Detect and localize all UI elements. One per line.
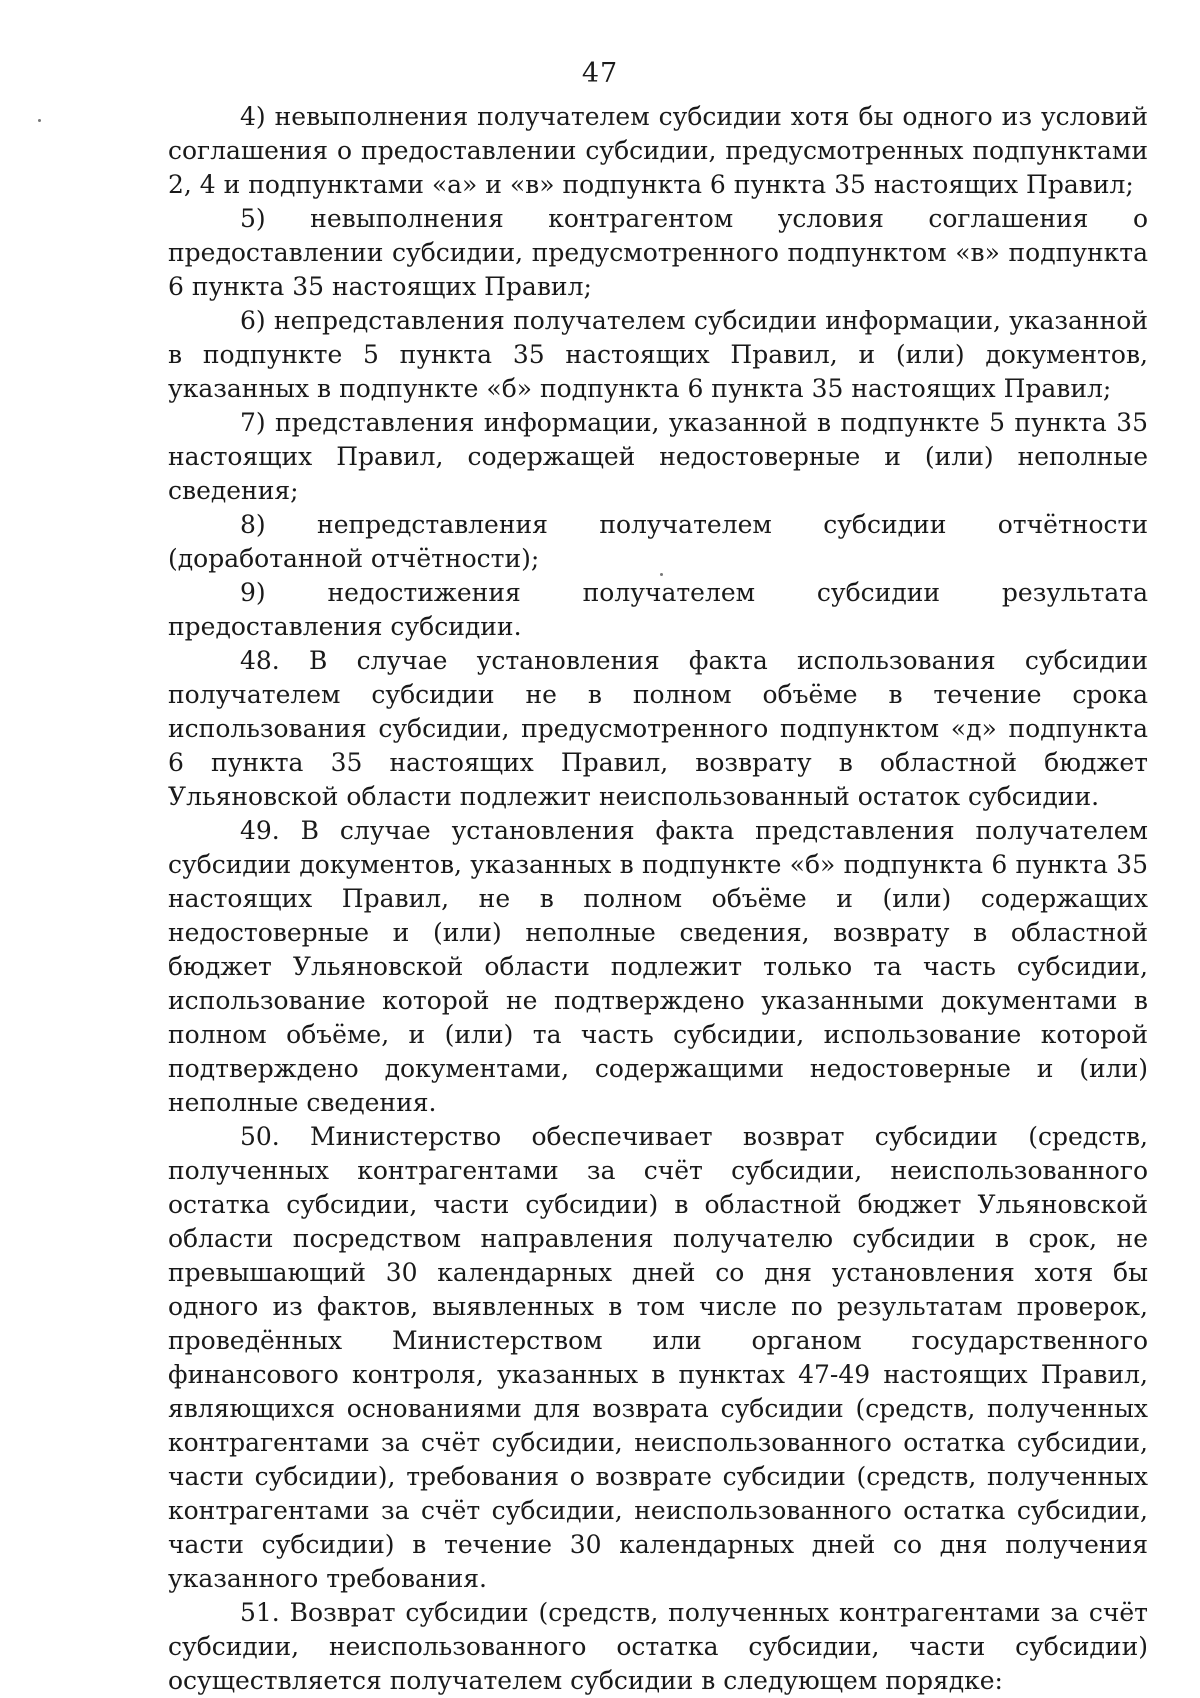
paragraph-item-4: 4) невыполнения получателем субсидии хотя бы одного из условий соглашения о предоставлении субсидии, предусмотренных подпунктами 2, 4 и подпунктами «а» и «в» подпункта 6 пункта 35 настоящих Правил; xyxy=(168,102,1148,199)
paragraph-51: 51. Возврат субсидии (средств, полученных контрагентами за счёт субсидии, неиспользованного остатка субсидии, части субсидии) осуществляется получателем субсидии в следующем порядке: xyxy=(168,1598,1148,1695)
paragraph-50: 50. Министерство обеспечивает возврат субсидии (средств, полученных контрагентами за счёт субсидии, неиспользованного остатка субсидии, части субсидии) в областной бюджет Ульяновской области посредством направления получателю субсидии в срок, не превышающий 30 календарных дней со дня установления хотя бы одного из фактов, выявленных в том числе по результатам проверок, проведённых Министерством или органом государственного финансового контроля, указанных в пунктах 47-49 настоящих Правил, являющихся основаниями для возврата субсидии (средств, полученных контрагентами за счёт субсидии, неиспользованного остатка субсидии, части субсидии), требования о возврате субсидии (средств, полученных контрагентами за счёт субсидии, неиспользованного остатка субсидии, части субсидии) в течение 30 календарных дней со дня получения указанного требования. xyxy=(168,1122,1148,1593)
paragraph-item-7: 7) представления информации, указанной в подпункте 5 пункта 35 настоящих Правил, содержащей недостоверные и (или) неполные сведения; xyxy=(168,408,1148,505)
document-body xyxy=(168,100,1148,1698)
paragraph-48: 48. В случае установления факта использования субсидии получателем субсидии не в полном объёме в течение срока использования субсидии, предусмотренного подпунктом «д» подпункта 6 пункта 35 настоящих Правил, возврату в областной бюджет Ульяновской области подлежит неиспользованный остаток субсидии. xyxy=(168,646,1148,811)
paragraph-item-5: 5) невыполнения контрагентом условия соглашения о предоставлении субсидии, предусмотренного подпунктом «в» подпункта 6 пункта 35 настоящих Правил; xyxy=(168,204,1148,301)
paragraph-item-8: 8) непредставления получателем субсидии отчётности (доработанной отчётности); xyxy=(168,510,1148,573)
paragraph-item-6: 6) непредставления получателем субсидии информации, указанной в подпункте 5 пункта 35 настоящих Правил, и (или) документов, указанных в подпункте «б» подпункта 6 пункта 35 настоящих Правил; xyxy=(168,306,1148,403)
paragraph-49: 49. В случае установления факта представления получателем субсидии документов, указанных в подпункте «б» подпункта 6 пункта 35 настоящих Правил, не в полном объёме и (или) содержащих недостоверные и (или) неполные сведения, возврату в областной бюджет Ульяновской области подлежит только та часть субсидии, использование которой не подтверждено указанными документами в полном объёме, и (или) та часть субсидии, использование которой подтверждено документами, содержащими недостоверные и (или) неполные сведения. xyxy=(168,816,1148,1117)
paragraph-item-9: 9) недостижения получателем субсидии результата предоставления субсидии. xyxy=(168,578,1148,641)
page-number: 47 xyxy=(581,58,619,89)
scan-speck xyxy=(38,119,41,122)
